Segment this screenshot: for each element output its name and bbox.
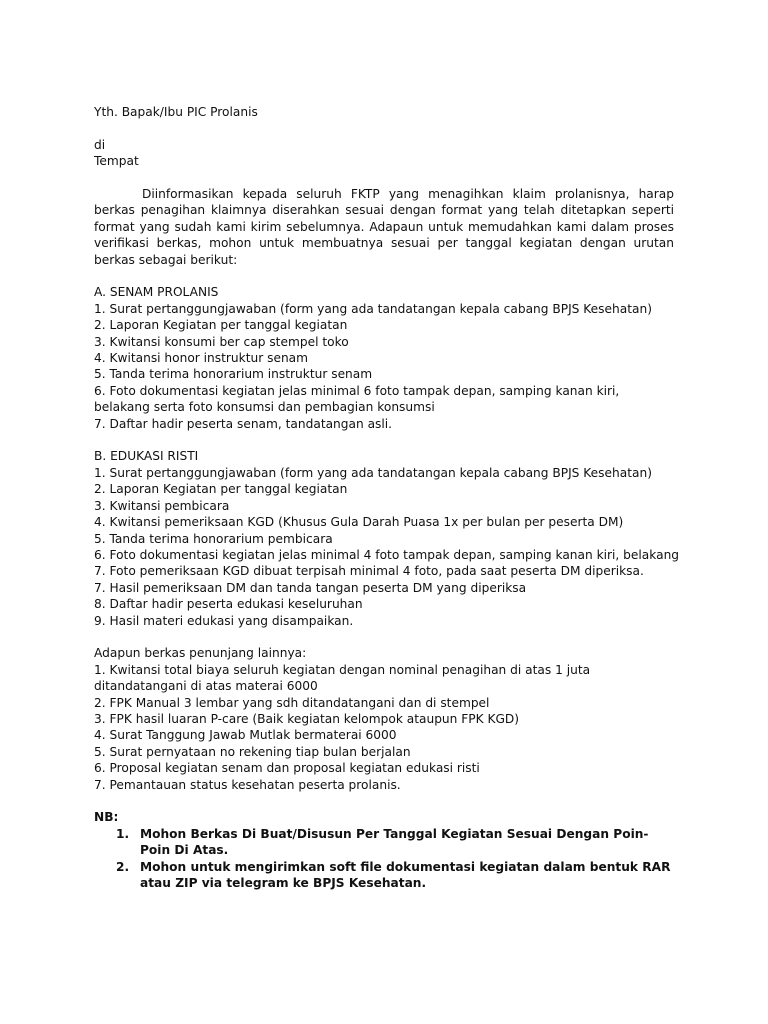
list-item: 2. FPK Manual 3 lembar yang sdh ditandatangani dan di stempel [94,695,490,710]
nb-item [94,826,674,859]
nb-text: Mohon untuk mengirimkan soft file dokumentasi kegiatan dalam bentuk RAR atau ZIP via telegram ke BPJS Kesehatan. [140,859,671,890]
list-item: 1. Surat pertanggungjawaban (form yang ada tandatangan kepala cabang BPJS Kesehatan) [94,301,652,316]
list-item: 4. Surat Tanggung Jawab Mutlak bermaterai 6000 [94,728,397,743]
list-item: 5. Tanda terima honorarium instruktur senam [94,367,373,382]
list-item: 5. Tanda terima honorarium pembicara [94,531,333,546]
list-item: 3. Kwitansi pembicara [94,498,230,513]
section-nb [94,809,674,891]
list-item: 6. Foto dokumentasi kegiatan jelas minimal 4 foto tampak depan, samping kanan kiri, belakang [94,547,680,562]
nb-number: 1. [116,826,130,841]
list-item: 6. Foto dokumentasi kegiatan jelas minimal 6 foto tampak depan, samping kanan kiri, belakang serta foto konsumsi dan pembagian konsumsi [94,383,620,415]
list-item: 4. Kwitansi pemeriksaan KGD (Khusus Gula Darah Puasa 1x per bulan per peserta DM) [94,515,624,530]
section-berkas-penunjang [94,645,674,793]
list-item: 7. Hasil pemeriksaan DM dan tanda tangan peserta DM yang diperiksa [94,580,527,595]
nb-text: Mohon Berkas Di Buat/Disusun Per Tanggal Kegiatan Sesuai Dengan Poin-Poin Di Atas. [140,826,649,858]
section-title: Adapun berkas penunjang lainnya: [94,646,307,661]
place-tempat: Tempat [94,154,139,169]
list-item: 1. Kwitansi total biaya seluruh kegiatan dengan nominal penagihan di atas 1 juta ditandatangani di atas materai 6000 [94,662,591,694]
place-di: di [94,137,106,152]
section-edukasi-risti [94,448,680,628]
list-item: 7. Foto pemeriksaan KGD dibuat terpisah minimal 4 foto, pada saat peserta DM diperiksa. [94,564,644,579]
list-item: 1. Surat pertanggungjawaban (form yang ada tandatangan kepala cabang BPJS Kesehatan) [94,465,652,480]
list-item: 6. Proposal kegiatan senam dan proposal kegiatan edukasi risti [94,761,480,776]
list-item: 8. Daftar hadir peserta edukasi keseluruhan [94,597,363,612]
section-title: B. EDUKASI RISTI [94,449,199,464]
list-item: 9. Hasil materi edukasi yang disampaikan. [94,613,354,628]
nb-list [94,826,674,892]
section-title: A. SENAM PROLANIS [94,285,219,300]
list-item: 3. Kwitansi konsumi ber cap stempel toko [94,334,349,349]
nb-title: NB: [94,810,119,825]
nb-item [94,859,674,892]
list-item: 7. Pemantauan status kesehatan peserta prolanis. [94,777,401,792]
list-item: 3. FPK hasil luaran P-care (Baik kegiatan kelompok ataupun FPK KGD) [94,711,520,726]
list-item: 2. Laporan Kegiatan per tanggal kegiatan [94,318,348,333]
list-item: 5. Surat pernyataan no rekening tiap bulan berjalan [94,744,411,759]
list-item: 7. Daftar hadir peserta senam, tandatangan asli. [94,416,393,431]
salutation: Yth. Bapak/Ibu PIC Prolanis [94,105,258,119]
list-item: 4. Kwitansi honor instruktur senam [94,351,309,366]
nb-number: 2. [116,859,130,874]
intro-paragraph: Diinformasikan kepada seluruh FKTP yang menagihkan klaim prolanisnya, harap berkas penagihan klaimnya diserahkan sesuai dengan format yang telah ditetapkan seperti format yang sudah kami kirim sebelumnya. Adapaun untuk memudahkan kami dalam proses verifikasi berkas, mohon untuk membuatnya sesuai per tanggal kegiatan dengan urutan berkas sebagai berikut: [94,187,674,267]
section-senam-prolanis [94,284,674,432]
letter-page [94,104,680,891]
list-item: 2. Laporan Kegiatan per tanggal kegiatan [94,482,348,497]
